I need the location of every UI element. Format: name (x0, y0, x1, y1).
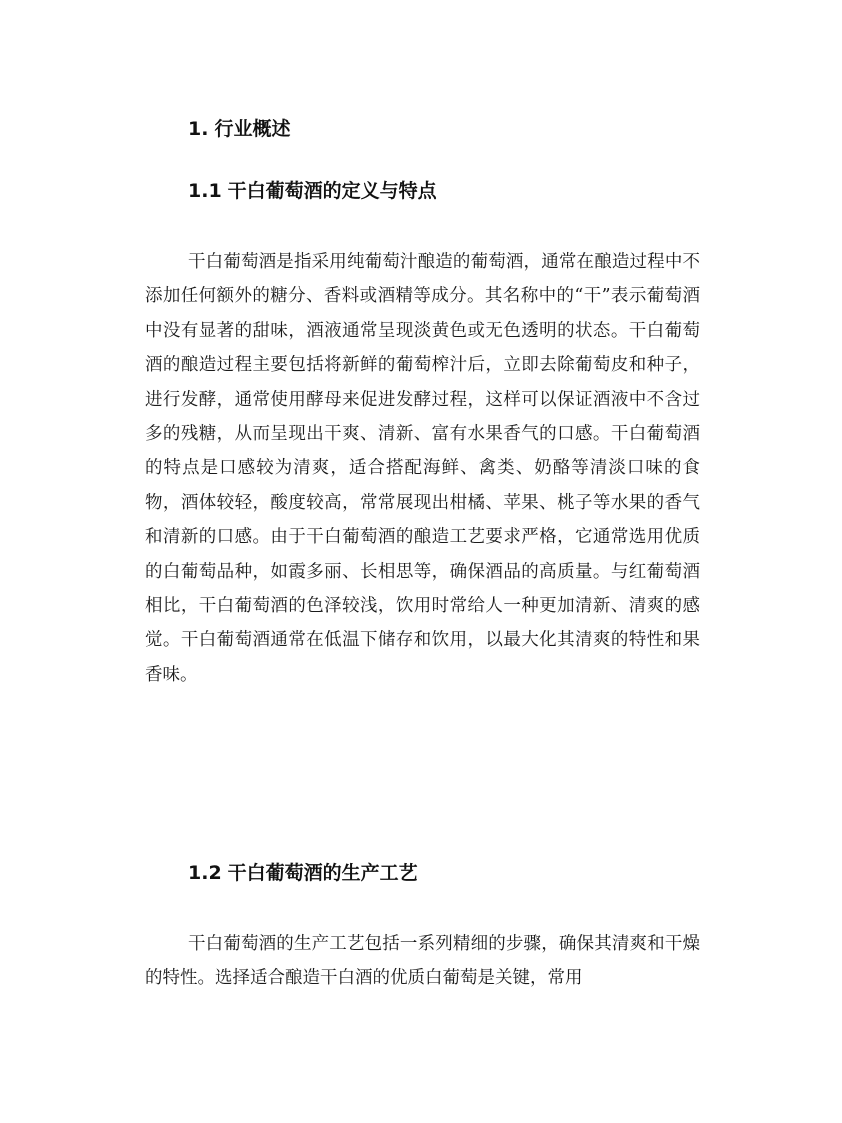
section-number: 1.2 (188, 862, 222, 884)
section-heading-1 (188, 116, 290, 142)
section-heading-1-2 (188, 860, 418, 886)
section-title: 干白葡萄酒的生产工艺 (227, 862, 418, 884)
section-heading-1-1 (188, 178, 437, 204)
section-number: 1.1 (188, 180, 222, 202)
section-title: 干白葡萄酒的定义与特点 (227, 180, 437, 202)
section-number: 1. (188, 118, 209, 140)
paragraph-definition: 干白葡萄酒是指采用纯葡萄汁酿造的葡萄酒，通常在酿造过程中不添加任何额外的糖分、香料或酒精等成分。其名称中的“干”表示葡萄酒中没有显著的甜味，酒液通常呈现淡黄色或无色透明的状态。干白葡萄酒的酿造过程主要包括将新鲜的葡萄榨汁后，立即去除葡萄皮和种子，进行发酵，通常使用酵母来促进发酵过程，这样可以保证酒液中不含过多的残糖，从而呈现出干爽、清新、富有水果香气的口感。干白葡萄酒的特点是口感较为清爽，适合搭配海鲜、禽类、奶酪等清淡口味的食物，酒体较轻，酸度较高，常常展现出柑橘、苹果、桃子等水果的香气和清新的口感。由于干白葡萄酒的酿造工艺要求严格，它通常选用优质的白葡萄品种，如霞多丽、长相思等，确保酒品的高质量。与红葡萄酒相比，干白葡萄酒的色泽较浅，饮用时常给人一种更加清新、清爽的感觉。干白葡萄酒通常在低温下储存和饮用，以最大化其清爽的特性和果香味。 (145, 252, 700, 685)
section-title: 行业概述 (214, 118, 291, 140)
paragraph-production: 干白葡萄酒的生产工艺包括一系列精细的步骤，确保其清爽和干燥的特性。选择适合酿造干白酒的优质白葡萄是关键，常用 (145, 934, 700, 989)
